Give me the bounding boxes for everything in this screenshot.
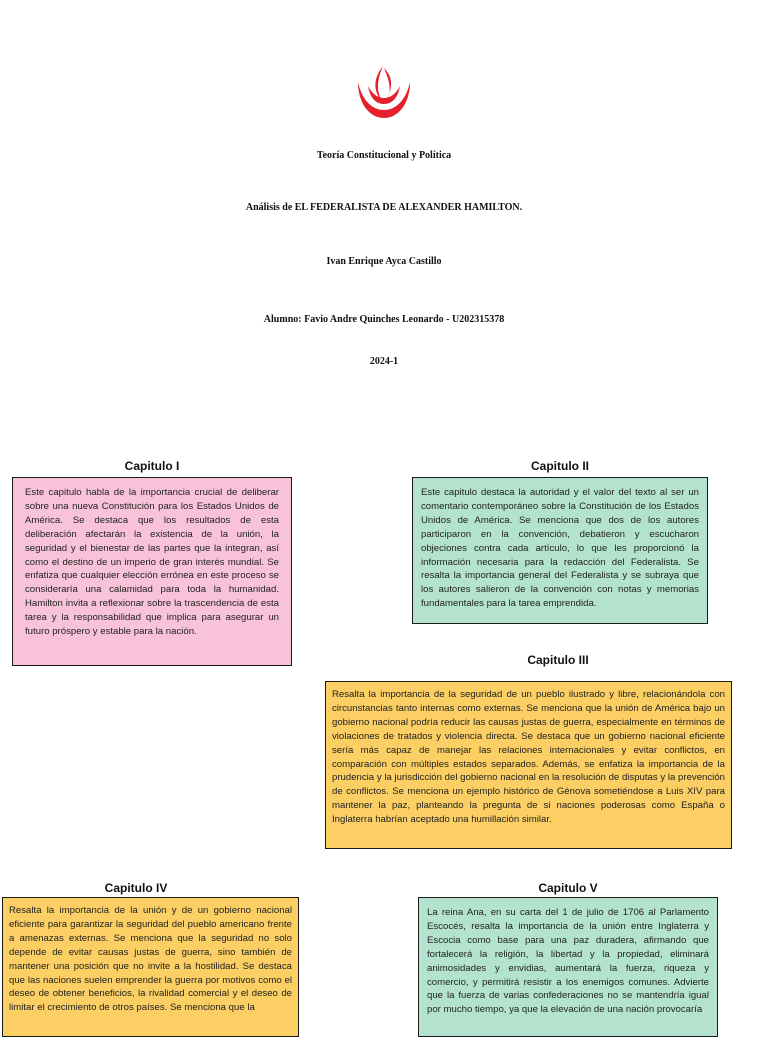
chapter-2-box	[412, 477, 708, 624]
chapter-4-box	[2, 897, 299, 1037]
chapter-4-title: Capitulo IV	[104, 881, 168, 895]
course-title: Teoría Constitucional y Política	[316, 150, 452, 161]
university-logo-icon	[352, 60, 416, 124]
analysis-title: Análisis de EL FEDERALISTA DE ALEXANDER HAMILTON.	[245, 202, 523, 213]
chapter-3-box	[325, 681, 732, 849]
chapter-3-title: Capitulo III	[527, 653, 589, 667]
chapter-4-text: Resalta la importancia de la unión y de un gobierno nacional eficiente para garantizar la seguridad del pueblo americano frente a amenazas externas. Se menciona que la seguridad no solo depende de evitar causas justas de guerra, sino también de mantener una posición que no invite a la hostilidad. Se destaca que las naciones suelen emprender la guerra por motivos como el deseo de obtener beneficios, la rivalidad comercial y el deseo de limitar el crecimiento de otros países. Se menciona que la	[9, 905, 292, 1014]
chapter-2-text: Este capitulo destaca la autoridad y el valor del texto al ser un comentario contemporáneo sobre la Constitución de los Estados Unidos de América. Se menciona que dos de los autores participaron en la convención, debatieron y escucharon objeciones contra cada artículo, lo que les proporcionó la información necesaria para la redacción del Federalista. Se resalta la importancia general del Federalista y se subraya que los autores salieron de la convención con notas y memorias fundamentales para la tarea emprendida.	[421, 487, 699, 610]
student-line: Alumno: Favio Andre Quinches Leonardo - U202315378	[263, 314, 505, 325]
chapter-1-box	[12, 477, 292, 666]
term-label: 2024-1	[369, 356, 399, 367]
chapter-5-text: La reina Ana, en su carta del 1 de julio de 1706 al Parlamento Escocés, resalta la importancia de la unión entre Inglaterra y Escocia como base para una paz duradera, afirmando que fortalecerá la religión, la libertad y la propiedad, eliminará animosidades y envidias, aumentará la fuerza, riqueza y comercio, y permitirá resistir a los enemigos comunes. Advierte que la fuerza de varias confederaciones no se mantendría igual por mucho tiempo, ya que la elevación de una nación provocaría	[427, 907, 709, 1016]
chapter-1-title: Capitulo I	[124, 459, 180, 473]
chapter-5-box	[418, 897, 718, 1037]
chapter-1-text: Este capitulo habla de la importancia crucial de deliberar sobre una nueva Constitución para los Estados Unidos de América. Se destaca que los resultados de esta deliberación afectarán la existencia de la unión, la seguridad y el bienestar de las partes que la integran, así como el destino de un imperio de gran interés mundial. Se enfatiza que cualquier elección errónea en este proceso se consideraría una calamidad para toda la humanidad. Hamilton invita a reflexionar sobre la trascendencia de esta tarea y la responsabilidad que implica para asegurar un futuro próspero y estable para la nación.	[25, 487, 279, 638]
chapter-5-title: Capitulo V	[538, 881, 598, 895]
chapter-3-text: Resalta la importancia de la seguridad de un pueblo ilustrado y libre, relacionándola con circunstancias tanto internas como externas. Se menciona que la unión de América bajo un gobierno nacional podría reducir las causas justas de guerra, especialmente en términos de violaciones de tratados y violencia directa. Se destaca que un gobierno nacional eficiente sería más capaz de manejar las relaciones internacionales y evitar conflictos, en comparación con múltiples estados separados. Además, se enfatiza la importancia de la prudencia y la jurisdicción del gobierno nacional en la resolución de disputas y la prevención de conflictos. Se menciona un ejemplo histórico de Génova sometiéndose a Luis XIV para mantener la paz, planteando la pregunta de si naciones poderosas como España o Inglaterra habrían aceptado una humillación similar.	[332, 689, 725, 826]
professor-name: Ivan Enrique Ayca Castillo	[326, 256, 442, 267]
chapter-2-title: Capitulo II	[531, 459, 589, 473]
